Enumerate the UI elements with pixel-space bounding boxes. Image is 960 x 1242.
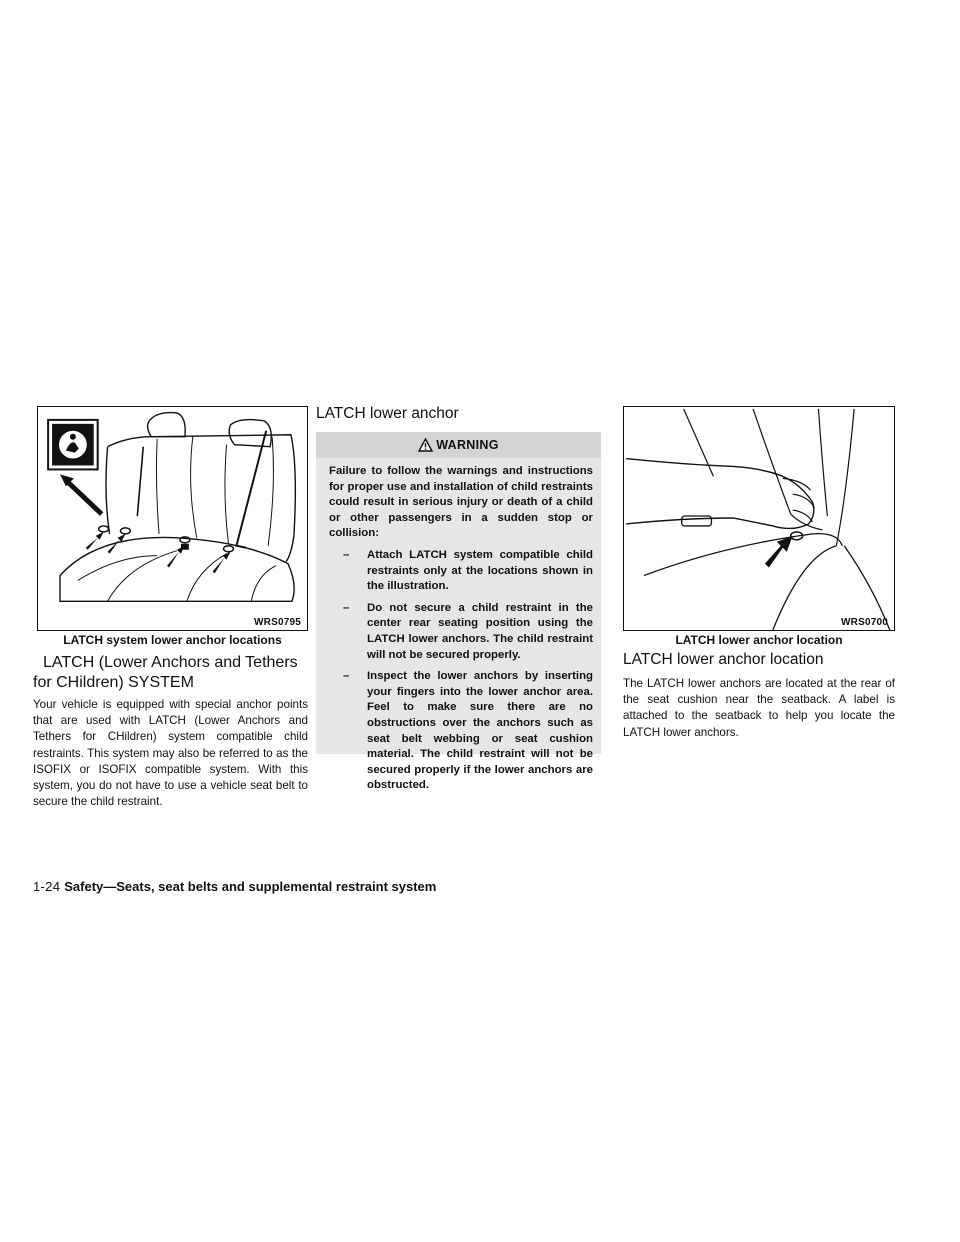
figure-caption: LATCH system lower anchor locations	[63, 633, 282, 647]
section-heading-latch-system: LATCH (Lower Anchors and Tethers for CHildren) SYSTEM	[33, 654, 298, 691]
rear-seat-illustration	[38, 407, 307, 630]
warning-list	[329, 548, 593, 794]
figure-code: WRS0795	[254, 617, 301, 628]
warning-body	[316, 458, 601, 808]
figure-code: WRS0700	[841, 617, 888, 628]
figure-caption: LATCH lower anchor location	[675, 633, 843, 647]
heading-latch-lower-anchor-location: LATCH lower anchor location	[623, 651, 824, 668]
warning-item	[329, 669, 593, 794]
page-footer	[33, 879, 436, 894]
warning-item-text: Do not secure a child restraint in the center rear seating position using the LATCH lower anchors. The child restraint will not be secured properly.	[367, 601, 593, 661]
figure-latch-system-locations	[37, 406, 308, 631]
page-number: 1-24	[33, 879, 61, 894]
heading-latch-lower-anchor: LATCH lower anchor	[316, 405, 459, 422]
warning-box	[316, 432, 601, 792]
warning-triangle-icon	[418, 438, 433, 452]
warning-title: WARNING	[436, 438, 499, 452]
warning-item	[329, 601, 593, 663]
figure-lower-anchor-location	[623, 406, 895, 631]
dash-mark: –	[343, 670, 350, 683]
lower-anchor-location-body: The LATCH lower anchors are located at the rear of the seat cushion near the seatback. A label is attached to the seatback to help you locate the LATCH lower anchors.	[623, 677, 895, 739]
dash-mark: –	[343, 548, 350, 561]
warning-item	[329, 548, 593, 595]
warning-header	[316, 432, 601, 458]
hand-anchor-illustration	[624, 407, 894, 630]
warning-item-text: Attach LATCH system compatible child restraints only at the locations shown in the illustration.	[367, 548, 593, 593]
warning-item-text: Inspect the lower anchors by inserting your fingers into the lower anchor area. Feel to make sure there are no obstructions over the anchors such as seat belt webbing or seat cushion material. The child restraint will not be secured properly if the lower anchors are obstructed.	[367, 670, 593, 792]
dash-mark: –	[343, 601, 350, 614]
footer-section-title: Safety—Seats, seat belts and supplemental restraint system	[64, 879, 437, 894]
latch-system-body: Your vehicle is equipped with special anchor points that are used with LATCH (Lower Anchors and Tethers for CHildren) system compatible child restraints. This system may also be referred to as the ISOFIX or ISOFIX compatible system. With this system, you do not have to use a vehicle seat belt to secure the child restraint.	[33, 698, 308, 809]
warning-intro: Failure to follow the warnings and instructions for proper use and installation of child restraints could result in serious injury or death of a child or other passengers in a sudden stop or collision:	[329, 465, 593, 540]
